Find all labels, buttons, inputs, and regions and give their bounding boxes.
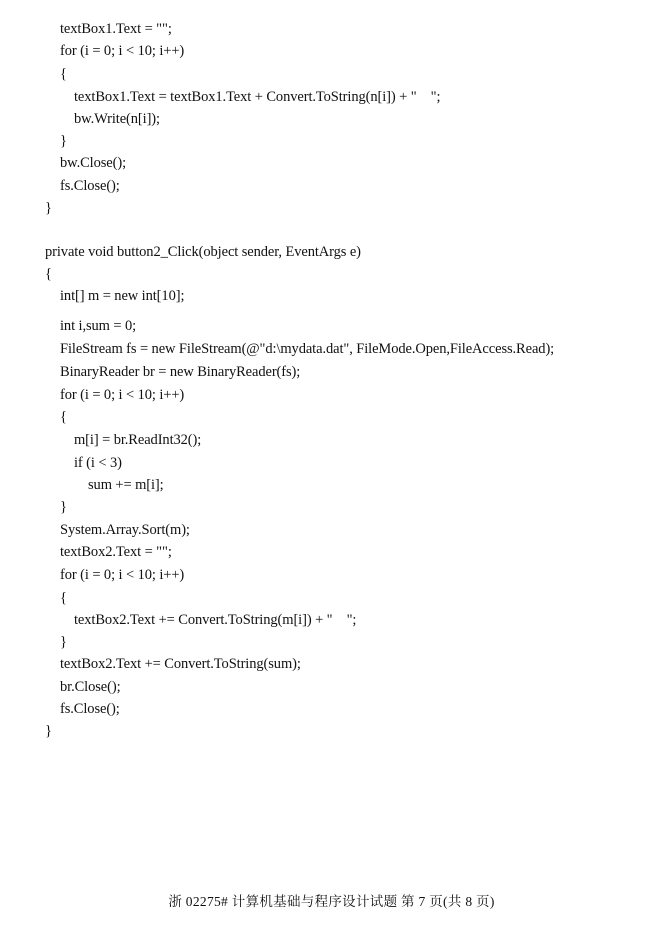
code-line: int i,sum = 0; [60, 318, 137, 334]
code-line: { [60, 66, 67, 82]
code-line: { [60, 590, 67, 606]
code-line: m[i] = br.ReadInt32(); [74, 432, 202, 448]
code-line: private void button2_Click(object sender, EventArgs e) [45, 244, 361, 260]
code-line: BinaryReader br = new BinaryReader(fs); [60, 364, 301, 380]
page-footer: 浙 02275# 计算机基础与程序设计试题 第 7 页(共 8 页) [168, 894, 495, 909]
code-line: } [60, 634, 67, 650]
code-line: for (i = 0; i < 10; i++) [60, 387, 185, 403]
code-line: System.Array.Sort(m); [60, 522, 190, 538]
code-line: } [60, 499, 67, 515]
code-line: { [60, 409, 67, 425]
code-line: for (i = 0; i < 10; i++) [60, 43, 185, 59]
code-line: textBox2.Text += Convert.ToString(m[i]) + " "; [74, 612, 357, 628]
code-line: } [60, 133, 67, 149]
code-line: } [45, 200, 52, 216]
code-line: FileStream fs = new FileStream(@"d:\mydata.dat", FileMode.Open,FileAccess.Read); [60, 341, 555, 357]
code-line: for (i = 0; i < 10; i++) [60, 567, 185, 583]
code-line: bw.Close(); [60, 155, 127, 171]
code-line: fs.Close(); [60, 701, 120, 717]
code-line: { [45, 266, 52, 282]
code-line: if (i < 3) [74, 455, 122, 471]
code-line: fs.Close(); [60, 178, 120, 194]
code-line: textBox1.Text = textBox1.Text + Convert.ToString(n[i]) + " "; [74, 89, 441, 105]
code-line: textBox1.Text = ""; [60, 21, 172, 37]
code-line: br.Close(); [60, 679, 121, 695]
code-line: } [45, 723, 52, 739]
code-line: int[] m = new int[10]; [60, 288, 185, 304]
code-line: textBox2.Text = ""; [60, 544, 172, 560]
code-line: sum += m[i]; [88, 477, 164, 493]
code-line: bw.Write(n[i]); [74, 111, 160, 127]
code-line: textBox2.Text += Convert.ToString(sum); [60, 656, 301, 672]
